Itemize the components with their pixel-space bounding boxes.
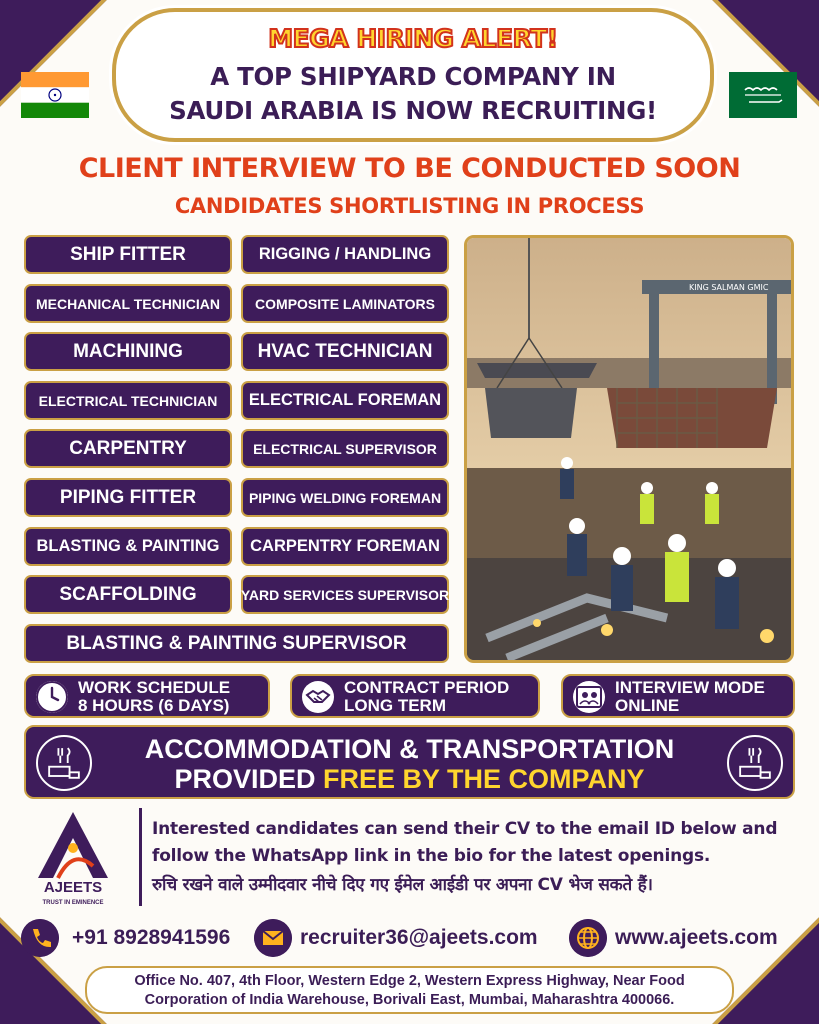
accommodation-banner <box>24 725 795 799</box>
job-carpentry: CARPENTRY <box>24 429 232 468</box>
clock-icon <box>36 681 68 713</box>
headline-line-2: SAUDI ARABIA IS NOW RECRUITING! <box>169 96 657 125</box>
shipyard-photo <box>464 235 794 663</box>
logo-tagline: TRUST IN EMINENCE <box>42 900 104 906</box>
job-scaffolding: SCAFFOLDING <box>24 575 232 614</box>
cv-instruction-line-2: follow the WhatsApp link in the bio for the latest openings. <box>152 846 711 866</box>
hotel-transport-icon <box>727 735 783 791</box>
handshake-icon <box>302 681 334 713</box>
interview-mode-value: ONLINE <box>615 696 680 715</box>
interview-subheading: CLIENT INTERVIEW TO BE CONDUCTED SOON <box>78 153 741 184</box>
job-carpentry-foreman: CARPENTRY FOREMAN <box>241 527 449 566</box>
website-link[interactable]: www.ajeets.com <box>615 926 778 949</box>
divider <box>139 808 142 906</box>
job-yard-services-supervisor: YARD SERVICES SUPERVISOR <box>241 575 449 614</box>
job-piping-fitter: PIPING FITTER <box>24 478 232 517</box>
interview-mode-label: INTERVIEW MODE <box>615 678 765 697</box>
hiring-alert-title: MEGA HIRING ALERT! <box>268 24 558 53</box>
contract-period-label: CONTRACT PERIOD <box>344 678 510 697</box>
interview-mode-box <box>561 674 795 718</box>
job-blasting-painting-supervisor: BLASTING & PAINTING SUPERVISOR <box>24 624 449 663</box>
cv-instruction-hindi: रुचि रखने वाले उम्मीदवार नीचे दिए गए ईमेल आईडी पर अपना CV भेज सकते हैं। <box>152 875 653 895</box>
job-hvac-technician: HVAC TECHNICIAN <box>241 332 449 371</box>
video-call-icon <box>573 681 605 713</box>
job-blasting-painting: BLASTING & PAINTING <box>24 527 232 566</box>
email-address[interactable]: recruiter36@ajeets.com <box>300 926 538 949</box>
headline <box>116 60 710 128</box>
address-line-2: Corporation of India Warehouse, Borivali East, Mumbai, Maharashtra 400066. <box>144 992 675 1008</box>
globe-icon <box>569 919 607 957</box>
phone-icon <box>21 919 59 957</box>
india-flag-icon <box>21 72 89 118</box>
job-mechanical-technician: MECHANICAL TECHNICIAN <box>24 284 232 323</box>
job-electrical-supervisor: ELECTRICAL SUPERVISOR <box>241 429 449 468</box>
logo-name: AJEETS <box>43 879 103 896</box>
contract-period-box <box>290 674 540 718</box>
work-schedule-box <box>24 674 270 718</box>
phone-number[interactable]: +91 8928941596 <box>72 926 231 949</box>
saudi-flag-icon <box>729 72 797 118</box>
office-address <box>85 966 734 1014</box>
job-machining: MACHINING <box>24 332 232 371</box>
ajeets-logo <box>18 808 128 908</box>
job-ship-fitter: SHIP FITTER <box>24 235 232 274</box>
job-composite-laminators: COMPOSITE LAMINATORS <box>241 284 449 323</box>
job-electrical-technician: ELECTRICAL TECHNICIAN <box>24 381 232 420</box>
shipyard-illustration <box>467 238 791 660</box>
address-line-1: Office No. 407, 4th Floor, Western Edge 2, Western Express Highway, Near Food <box>134 973 685 989</box>
free-highlight: FREE BY THE COMPANY <box>322 764 645 794</box>
contract-period-value: LONG TERM <box>344 696 446 715</box>
header-banner <box>112 8 714 142</box>
accommodation-line-1: ACCOMMODATION & TRANSPORTATION <box>144 734 675 764</box>
cv-instruction-line-1: Interested candidates can send their CV to the email ID below and <box>152 819 778 839</box>
shortlisting-subheading: CANDIDATES SHORTLISTING IN PROCESS <box>174 194 645 218</box>
work-schedule-label: WORK SCHEDULE <box>78 678 231 697</box>
gantry-sign: KING SALMAN GMIC <box>689 283 769 292</box>
job-electrical-foreman: ELECTRICAL FOREMAN <box>241 381 449 420</box>
accommodation-prefix: PROVIDED <box>174 764 323 794</box>
ajeets-logo-mark <box>18 808 128 908</box>
email-icon <box>254 919 292 957</box>
work-schedule-value: 8 HOURS (6 DAYS) <box>78 696 230 715</box>
headline-line-1: A TOP SHIPYARD COMPANY IN <box>210 62 616 91</box>
accommodation-line-2 <box>26 764 793 794</box>
job-rigging-handling: RIGGING / HANDLING <box>241 235 449 274</box>
job-piping-welding-foreman: PIPING WELDING FOREMAN <box>241 478 449 517</box>
